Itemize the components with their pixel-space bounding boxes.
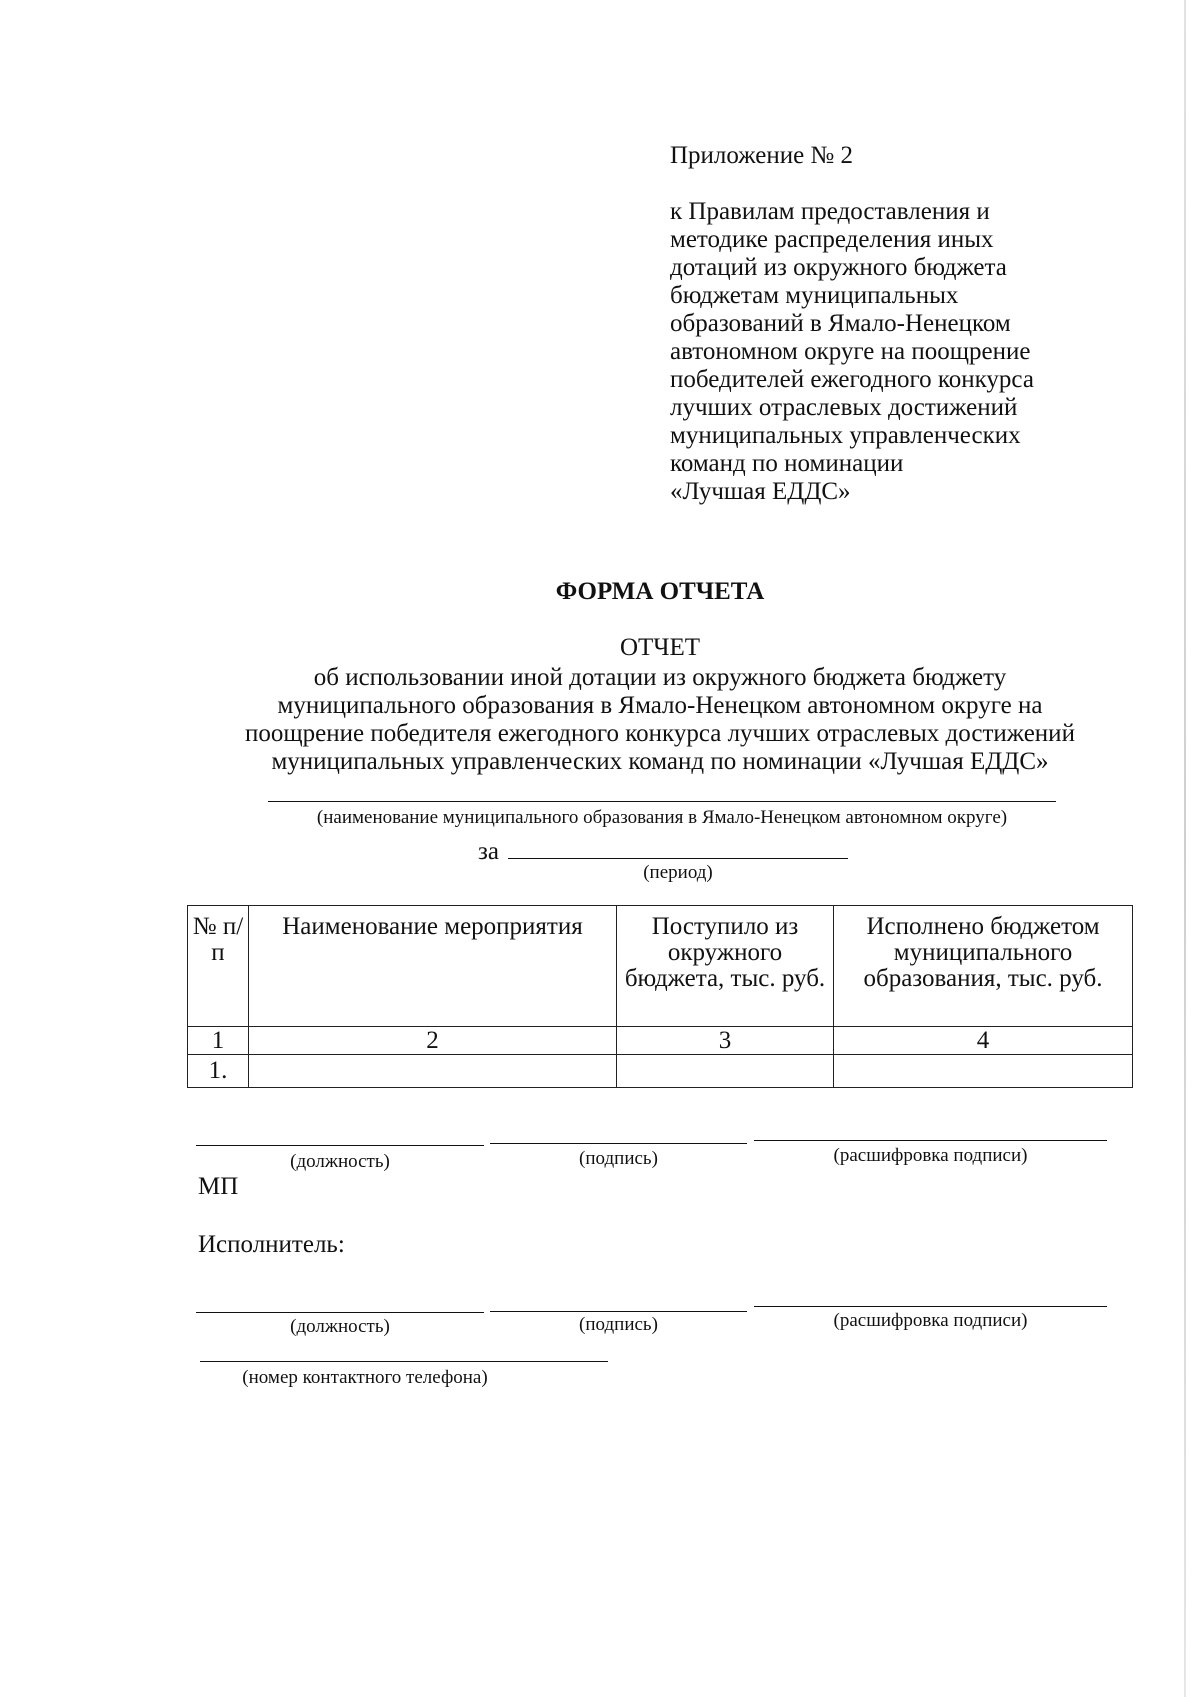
report-title: ОТЧЕТ — [619, 634, 701, 661]
municipality-blank-line[interactable] — [268, 801, 1056, 802]
table-row — [188, 1055, 1133, 1088]
column-number-row — [188, 1027, 1133, 1055]
decoding-blank-line[interactable] — [754, 1140, 1107, 1141]
executed-cell[interactable] — [834, 1055, 1133, 1088]
phone-caption: (номер контактного телефона) — [242, 1367, 488, 1388]
appendix-line: автономном округе на поощрение — [670, 338, 1031, 365]
appendix-block — [670, 142, 1170, 506]
appendix-line: дотаций из окружного бюджета — [670, 254, 1007, 281]
executor-decoding-caption: (расшифровка подписи) — [833, 1310, 1028, 1331]
column-number: 1 — [188, 1027, 249, 1055]
report-heading — [140, 634, 1180, 776]
column-number: 4 — [834, 1027, 1133, 1055]
appendix-line: команд по номинации — [670, 450, 904, 477]
report-table — [187, 905, 1133, 1088]
executor-signature-caption: (подпись) — [579, 1314, 658, 1335]
column-number: 3 — [617, 1027, 834, 1055]
header-received-from-district: Поступило из окружного бюджета, тыс. руб. — [617, 906, 834, 1027]
received-cell[interactable] — [617, 1055, 834, 1088]
decoding-caption: (расшифровка подписи) — [833, 1145, 1028, 1166]
executor-label: Исполнитель: — [198, 1231, 345, 1258]
report-subtitle-line: об использовании иной дотации из окружного бюджета бюджету — [313, 664, 1007, 691]
appendix-line: победителей ежегодного конкурса — [670, 366, 1034, 393]
header-number: № п/п — [188, 906, 249, 1027]
appendix-line: лучших отраслевых достижений — [670, 394, 1018, 421]
appendix-line: «Лучшая ЕДДС» — [670, 478, 851, 505]
executor-position-caption: (должность) — [290, 1316, 390, 1337]
appendix-line: методике распределения иных — [670, 226, 994, 253]
scan-edge — [1184, 0, 1186, 1697]
position-blank-line[interactable] — [196, 1145, 484, 1146]
position-caption: (должность) — [290, 1151, 390, 1172]
appendix-line: образований в Ямало-Ненецком — [670, 310, 1011, 337]
executor-position-blank-line[interactable] — [196, 1312, 484, 1313]
appendix-line: муниципальных управленческих — [670, 422, 1021, 449]
phone-blank-line[interactable] — [200, 1361, 608, 1362]
appendix-line: к Правилам предоставления и — [670, 198, 990, 225]
executor-decoding-blank-line[interactable] — [754, 1306, 1107, 1307]
period-prefix: за — [478, 838, 499, 865]
form-title: ФОРМА ОТЧЕТА — [555, 578, 765, 605]
signature-caption: (подпись) — [579, 1148, 658, 1169]
period-caption: (период) — [643, 862, 713, 883]
report-subtitle-line: муниципальных управленческих команд по номинации «Лучшая ЕДДС» — [271, 748, 1049, 775]
executor-signature-blank-line[interactable] — [490, 1311, 747, 1312]
seal-label: МП — [198, 1173, 239, 1200]
signature-blank-line[interactable] — [490, 1143, 747, 1144]
activity-cell[interactable] — [249, 1055, 617, 1088]
header-executed-by-municipality: Исполнено бюджетом муниципального образования, тыс. руб. — [834, 906, 1133, 1027]
table-header-row — [188, 906, 1133, 1027]
column-number: 2 — [249, 1027, 617, 1055]
appendix-number: Приложение № 2 — [670, 142, 854, 169]
report-subtitle-line: муниципального образования в Ямало-Ненецком автономном округе на — [277, 692, 1043, 719]
period-blank-line[interactable] — [508, 858, 848, 859]
header-activity-name: Наименование мероприятия — [249, 906, 617, 1027]
row-number-cell: 1. — [188, 1055, 249, 1088]
municipality-caption: (наименование муниципального образования в Ямало-Ненецком автономном округе) — [316, 807, 1008, 828]
report-subtitle-line: поощрение победителя ежегодного конкурса лучших отраслевых достижений — [245, 720, 1075, 747]
appendix-line: бюджетам муниципальных — [670, 282, 959, 309]
